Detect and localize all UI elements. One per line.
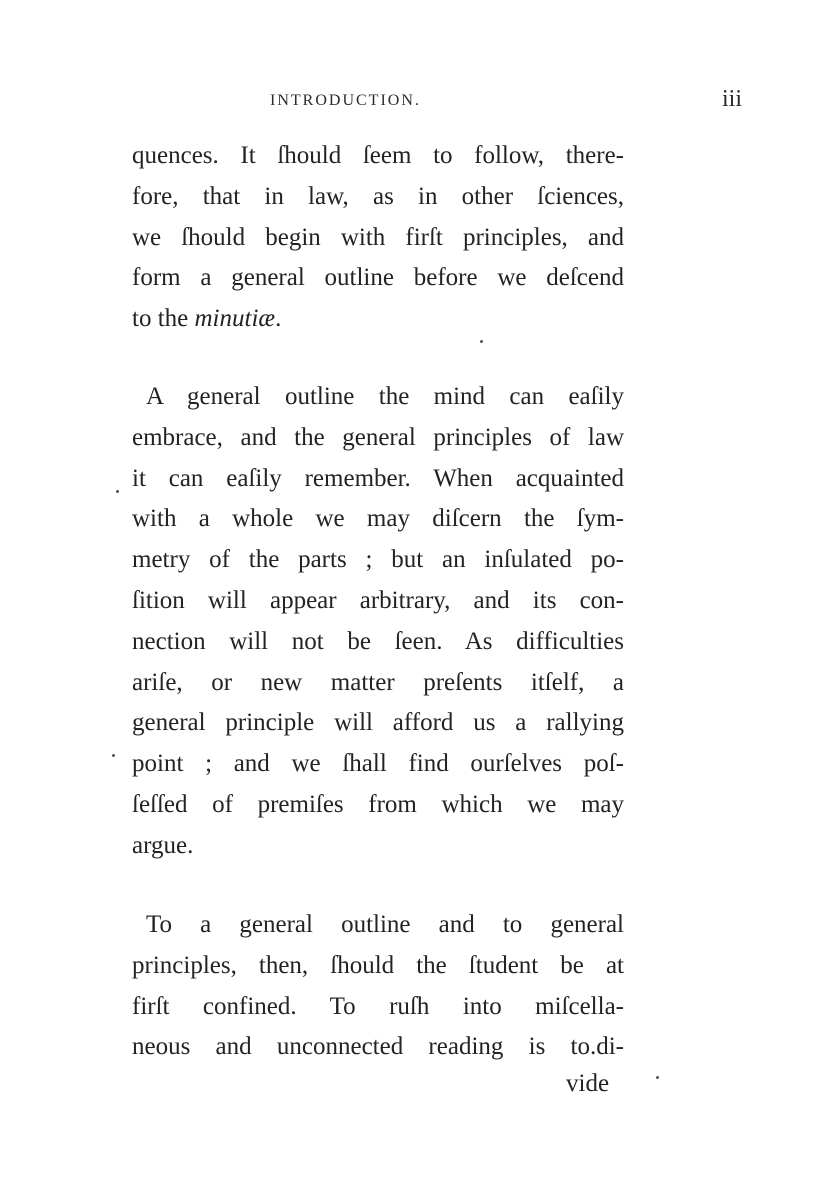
page-number: iii xyxy=(722,86,743,112)
print-speck xyxy=(116,490,119,493)
text-line: ariſe, or new matter preſents itſelf, a xyxy=(132,668,624,696)
text-line xyxy=(132,299,624,340)
print-speck xyxy=(112,754,115,757)
text-line: form a general outline before we deſcend xyxy=(132,264,624,292)
text-line: fore, that in law, as in other ſciences, xyxy=(132,182,624,210)
text-line: embrace, and the general principles of law xyxy=(132,423,624,451)
text-line: metry of the parts ; but an inſulated po- xyxy=(132,546,624,574)
print-speck xyxy=(656,1076,659,1079)
print-speck xyxy=(480,340,483,343)
text-line: point ; and we ſhall find ourſelves poſ- xyxy=(132,750,624,778)
catchword: vide xyxy=(566,1070,610,1097)
text-line: firſt confined. To ruſh into miſcella- xyxy=(132,992,624,1020)
text-line: To a general outline and to general xyxy=(146,911,624,938)
text-line: ſition will appear arbitrary, and its con- xyxy=(132,586,624,614)
text-line: argue. xyxy=(132,831,194,859)
text-line: A general outline the mind can eaſily xyxy=(146,383,624,410)
text-line: nection will not be ſeen. As difficulties xyxy=(132,627,624,655)
italic-term: minutiæ xyxy=(194,305,276,333)
text-line: neous and unconnected reading is to.di- xyxy=(132,1033,624,1061)
text-line-suffix: . xyxy=(275,305,282,333)
text-line: quences. It ſhould ſeem to follow, there- xyxy=(132,142,624,169)
text-line: ſeſſed of premiſes from which we may xyxy=(132,790,624,818)
running-title: INTRODUCTION. xyxy=(270,92,421,109)
text-line: general principle will afford us a rallying xyxy=(132,709,624,737)
paragraph-2 xyxy=(132,377,624,867)
text-line: with a whole we may diſcern the ſym- xyxy=(132,505,624,533)
text-line-prefix: to the xyxy=(132,305,195,333)
text-line: it can eaſily remember. When acquainted xyxy=(132,464,624,492)
text-line: we ſhould begin with firſt principles, and xyxy=(132,223,624,251)
paragraph-3 xyxy=(132,905,624,1068)
text-line: principles, then, ſhould the ſtudent be at xyxy=(132,951,624,979)
paragraph-1 xyxy=(132,136,624,340)
